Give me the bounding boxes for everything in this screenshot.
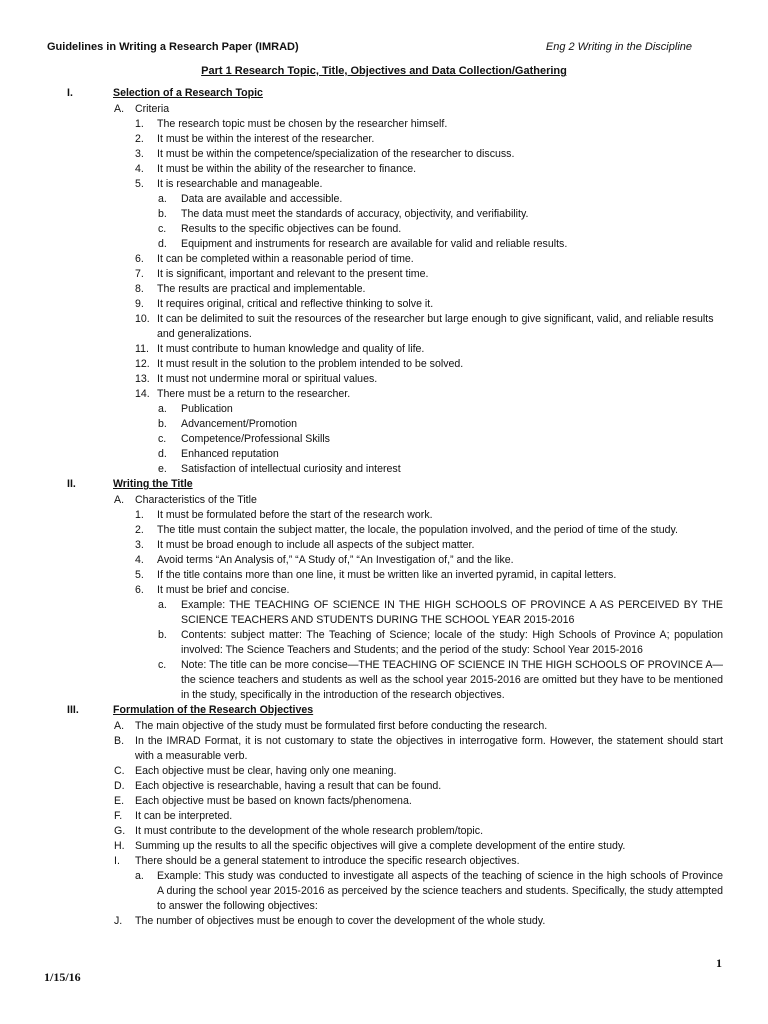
title-characteristics-list	[0, 508, 768, 598]
list-item-text: In the IMRAD Format, it is not customary to state the objectives in interrogative form. However, the statement should start with a measurable verb.	[135, 735, 723, 762]
list-marker: 2.	[135, 524, 144, 536]
section-heading	[0, 703, 768, 719]
list-item-text: Advancement/Promotion	[181, 418, 298, 430]
section-number: I.	[67, 87, 73, 99]
list-marker: E.	[114, 795, 125, 807]
list-item-text: The main objective of the study must be formulated first before conducting the research.	[135, 720, 548, 732]
list-marker: d.	[158, 448, 167, 460]
list-marker: a.	[135, 870, 144, 882]
list-item-text: Avoid terms “An Analysis of,” “A Study of,” “An Investigation of,” and the like.	[157, 554, 514, 566]
list-item-text: It is significant, important and relevant to the present time.	[157, 268, 429, 280]
list-marker: H.	[114, 840, 125, 852]
list-item	[0, 583, 768, 598]
list-marker: 7.	[135, 268, 144, 280]
list-item-text: It must contribute to the development of the whole research problem/topic.	[135, 825, 484, 837]
list-item-text: It must be brief and concise.	[157, 584, 290, 596]
section-number: II.	[67, 478, 76, 490]
list-marker: I.	[114, 855, 120, 867]
section-heading	[0, 477, 768, 493]
list-item-text: It can be completed within a reasonable period of time.	[157, 253, 414, 265]
list-item	[0, 132, 768, 147]
list-item-text: It must be within the interest of the researcher.	[157, 133, 375, 145]
list-item-text: It is researchable and manageable.	[157, 178, 323, 190]
list-item-text: Each objective is researchable, having a result that can be found.	[135, 780, 442, 792]
list-item	[0, 538, 768, 553]
list-item	[0, 312, 768, 342]
subsection-label: Characteristics of the Title	[135, 494, 257, 506]
list-item-text: Each objective must be based on known facts/phenomena.	[135, 795, 412, 807]
list-item	[0, 342, 768, 357]
list-item-text: Summing up the results to all the specific objectives will give a complete development of the entire study.	[135, 840, 626, 852]
list-item-text: It must not undermine moral or spiritual values.	[157, 373, 378, 385]
part-title: Part 1 Research Topic, Title, Objectives and Data Collection/Gathering	[201, 65, 567, 77]
list-marker: c.	[158, 659, 167, 671]
list-item	[0, 794, 768, 809]
objectives-list	[0, 719, 768, 869]
list-marker: 5.	[135, 178, 144, 190]
list-item	[0, 523, 768, 538]
list-item-text: Satisfaction of intellectual curiosity and interest	[181, 463, 401, 475]
list-marker: A.	[114, 103, 125, 115]
list-item-text: Data are available and accessible.	[181, 193, 343, 205]
list-item-text: It must result in the solution to the problem intended to be solved.	[157, 358, 464, 370]
list-marker: 8.	[135, 283, 144, 295]
list-item	[0, 267, 768, 282]
list-item-text: There should be a general statement to introduce the specific research objectives.	[135, 855, 520, 867]
list-item	[0, 297, 768, 312]
list-marker: d.	[158, 238, 167, 250]
list-marker: b.	[158, 208, 167, 220]
list-marker: F.	[114, 810, 123, 822]
list-item-text: Example: This study was conducted to investigate all aspects of the teaching of science in the high schools of Province A during the school year 2015-2016 as perceived by the science teachers and students. Specifically, the study attempted to answer the following objectives:	[157, 870, 723, 912]
list-marker: G.	[114, 825, 126, 837]
list-item	[0, 237, 768, 252]
list-item-text: The results are practical and implementable.	[157, 283, 366, 295]
list-item-text: It must be within the competence/specialization of the researcher to discuss.	[157, 148, 515, 160]
list-item-text: It must be broad enough to include all aspects of the subject matter.	[157, 539, 475, 551]
section-heading	[0, 86, 768, 102]
criteria-5-sublist	[0, 192, 768, 252]
list-marker: 4.	[135, 163, 144, 175]
list-marker: 12.	[135, 358, 150, 370]
list-item	[0, 177, 768, 192]
list-marker: 4.	[135, 554, 144, 566]
list-item	[0, 147, 768, 162]
subsection-heading	[0, 102, 768, 117]
section-title: Formulation of the Research Objectives	[113, 704, 314, 716]
list-marker: 3.	[135, 148, 144, 160]
list-marker: 2.	[135, 133, 144, 145]
list-item-text: Publication	[181, 403, 233, 415]
criteria-14-sublist	[0, 402, 768, 477]
list-marker: b.	[158, 629, 167, 641]
list-item	[0, 658, 768, 703]
footer-date: 1/15/16	[44, 970, 81, 984]
list-marker: 3.	[135, 539, 144, 551]
list-item	[0, 402, 768, 417]
list-item-text: It requires original, critical and reflective thinking to solve it.	[157, 298, 434, 310]
list-item	[0, 192, 768, 207]
subsection-label: Criteria	[135, 103, 170, 115]
list-marker: 1.	[135, 509, 144, 521]
list-item-text: It must be within the ability of the researcher to finance.	[157, 163, 417, 175]
criteria-list-2	[0, 252, 768, 402]
list-item	[0, 282, 768, 297]
list-item-text: It can be delimited to suit the resources of the researcher but large enough to give significant, valid, and reliable results and generalizations.	[157, 313, 714, 340]
list-item-text: Competence/Professional Skills	[181, 433, 330, 445]
list-item	[0, 207, 768, 222]
list-item	[0, 839, 768, 854]
title-example-sublist	[0, 598, 768, 703]
list-item	[0, 252, 768, 267]
list-item	[0, 447, 768, 462]
list-marker: A.	[114, 720, 125, 732]
list-marker: 14.	[135, 388, 150, 400]
objectives-example-sublist	[0, 869, 768, 914]
list-item	[0, 162, 768, 177]
list-marker: 1.	[135, 118, 144, 130]
list-item-text: Enhanced reputation	[181, 448, 279, 460]
list-marker: c.	[158, 223, 167, 235]
list-item-text: Note: The title can be more concise—THE TEACHING OF SCIENCE IN THE HIGH SCHOOLS OF PROVINCE A—the science teachers and students as well as the school year 2015-2016 are omitted but they have to be mentioned in the study, specifically in the introduction of the research objectives.	[181, 659, 723, 701]
list-item	[0, 417, 768, 432]
document-body	[0, 86, 768, 929]
list-marker: A.	[114, 494, 125, 506]
list-item	[0, 809, 768, 824]
list-item-text: Equipment and instruments for research are available for valid and reliable results.	[181, 238, 568, 250]
list-item-text: If the title contains more than one line, it must be written like an inverted pyramid, in capital letters.	[157, 569, 617, 581]
list-marker: 9.	[135, 298, 144, 310]
page-number: 1	[716, 956, 722, 970]
list-marker: 6.	[135, 584, 144, 596]
list-item	[0, 824, 768, 839]
list-marker: e.	[158, 463, 167, 475]
list-item	[0, 914, 768, 929]
list-item-text: The title must contain the subject matter, the locale, the population involved, and the period of time of the study.	[157, 524, 678, 536]
list-marker: J.	[114, 915, 123, 927]
criteria-list-1	[0, 117, 768, 192]
list-item-text: It must be formulated before the start of the research work.	[157, 509, 433, 521]
list-item	[0, 598, 768, 628]
section-title: Writing the Title	[113, 478, 193, 490]
list-item-text: Results to the specific objectives can be found.	[181, 223, 402, 235]
list-marker: C.	[114, 765, 125, 777]
course-name: Eng 2 Writing in the Discipline	[545, 41, 692, 53]
list-item	[0, 462, 768, 477]
list-marker: 13.	[135, 373, 150, 385]
list-item	[0, 222, 768, 237]
list-marker: a.	[158, 403, 167, 415]
list-item	[0, 854, 768, 869]
subsection-heading	[0, 493, 768, 508]
list-item-text: It can be interpreted.	[135, 810, 233, 822]
list-item	[0, 779, 768, 794]
list-marker: 10.	[135, 313, 150, 325]
section-title: Selection of a Research Topic	[113, 87, 263, 99]
list-item	[0, 372, 768, 387]
list-marker: D.	[114, 780, 125, 792]
list-item-text: Contents: subject matter: The Teaching of Science; locale of the study: High Schools of Province A; population involved: The Science Teachers and Students; and the period of the study: School Year 2015-2016	[181, 629, 723, 656]
list-item	[0, 764, 768, 779]
list-marker: c.	[158, 433, 167, 445]
list-item	[0, 734, 768, 764]
list-item-text: Example: THE TEACHING OF SCIENCE IN THE HIGH SCHOOLS OF PROVINCE A AS PERCEIVED BY THE SCIENCE TEACHERS AND STUDENTS DURING THE SCHOOL YEAR 2015-2016	[181, 599, 723, 626]
list-marker: 6.	[135, 253, 144, 265]
list-item	[0, 719, 768, 734]
list-item-text: Each objective must be clear, having only one meaning.	[135, 765, 397, 777]
list-marker: a.	[158, 193, 167, 205]
list-item	[0, 553, 768, 568]
list-marker: 5.	[135, 569, 144, 581]
list-marker: a.	[158, 599, 167, 611]
list-item	[0, 357, 768, 372]
list-item-text: It must contribute to human knowledge and quality of life.	[157, 343, 425, 355]
document-header-title: Guidelines in Writing a Research Paper (IMRAD)	[47, 41, 299, 53]
list-marker: B.	[114, 735, 125, 747]
list-item	[0, 117, 768, 132]
list-item-text: The research topic must be chosen by the researcher himself.	[157, 118, 448, 130]
list-item	[0, 508, 768, 523]
list-item	[0, 387, 768, 402]
section-number: III.	[67, 704, 79, 716]
list-item-text: There must be a return to the researcher.	[157, 388, 351, 400]
list-item-text: The number of objectives must be enough to cover the development of the whole study.	[135, 915, 546, 927]
list-item	[0, 628, 768, 658]
list-item	[0, 869, 768, 914]
list-item	[0, 568, 768, 583]
list-item	[0, 432, 768, 447]
list-marker: 11.	[135, 343, 149, 355]
list-marker: b.	[158, 418, 167, 430]
list-item-text: The data must meet the standards of accuracy, objectivity, and verifiability.	[181, 208, 529, 220]
